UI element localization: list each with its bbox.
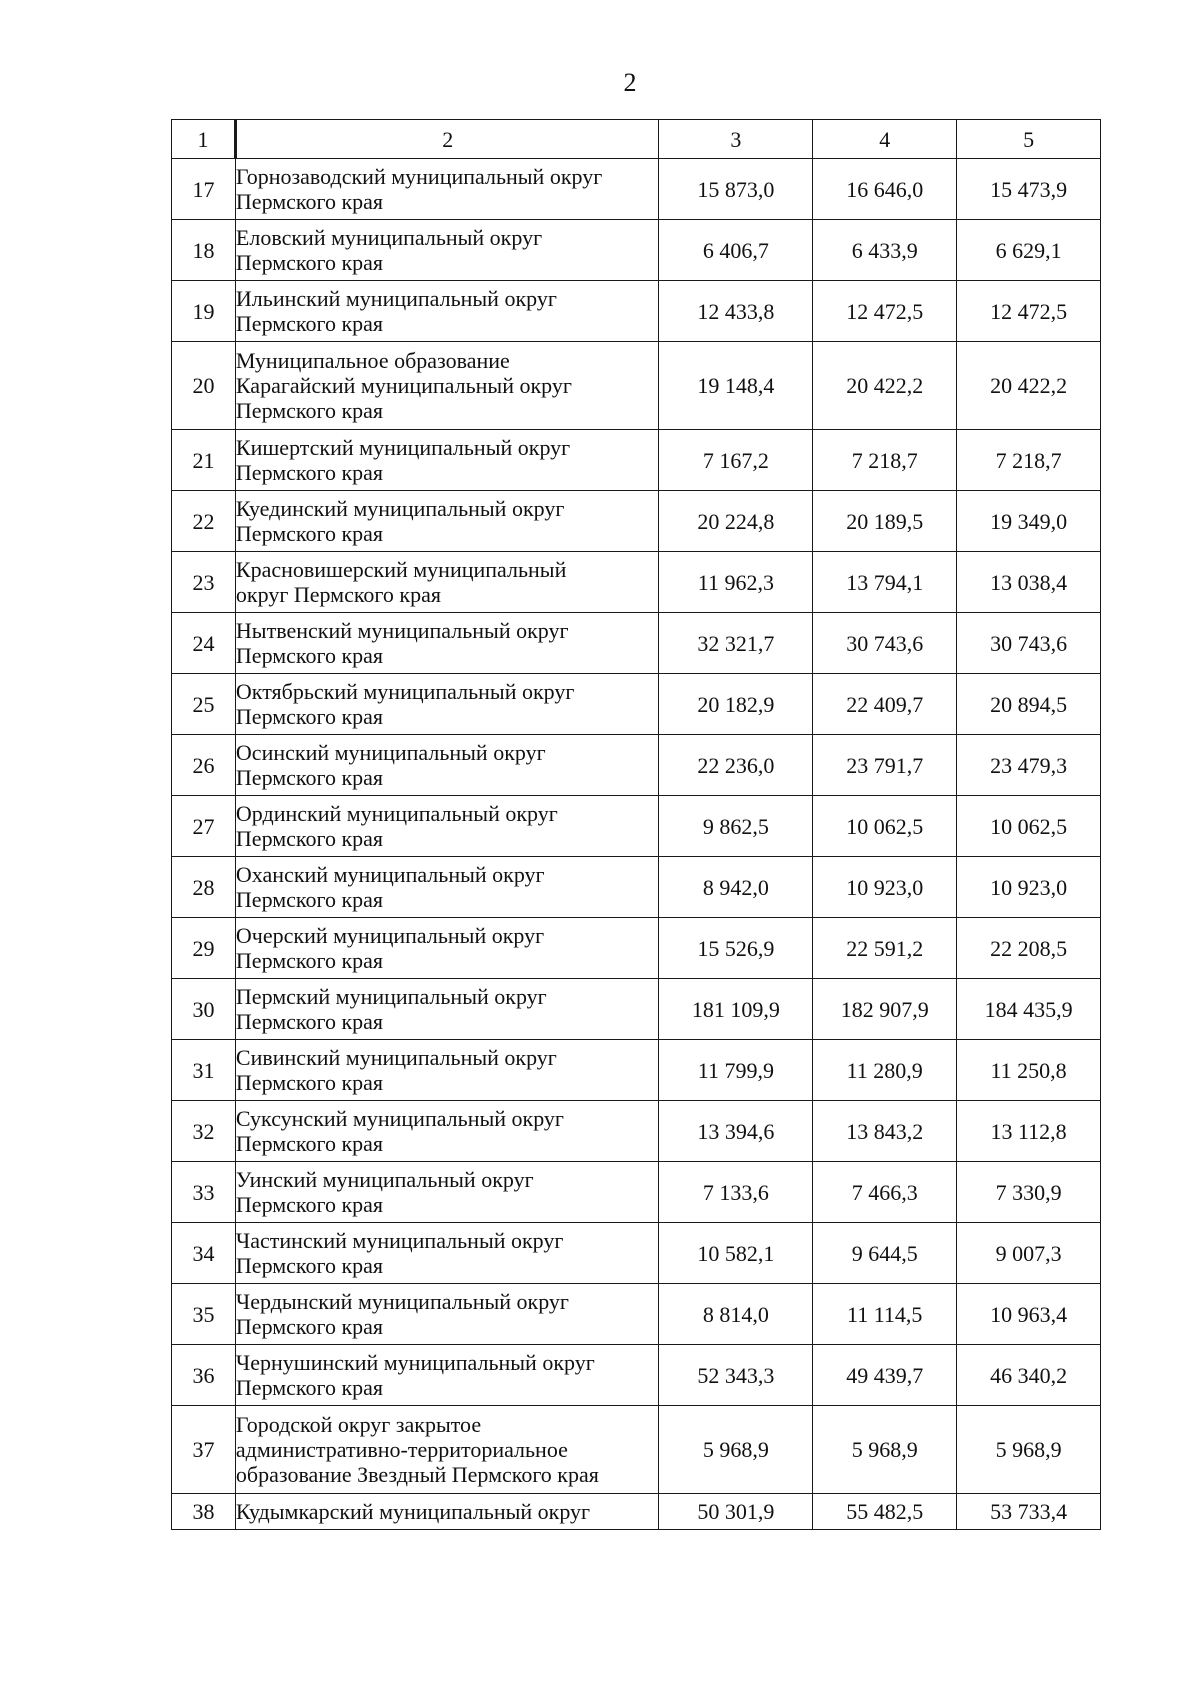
value-column-5: 10 923,0 — [957, 857, 1101, 918]
value-column-4: 9 644,5 — [813, 1223, 957, 1284]
table-row — [172, 613, 1101, 674]
value-column-3: 8 814,0 — [659, 1284, 813, 1345]
value-column-5: 11 250,8 — [957, 1040, 1101, 1101]
municipality-name-line: Чернушинский муниципальный округ — [235, 1350, 595, 1375]
table-header-row — [172, 120, 1101, 159]
row-number: 22 — [172, 491, 236, 552]
municipality-name-line: Пермского края — [235, 948, 384, 973]
municipality-name-line: Пермского края — [235, 1070, 384, 1095]
municipality-name-line: Кудымкарский муниципальный округ — [235, 1499, 591, 1524]
row-number: 23 — [172, 552, 236, 613]
municipality-name-line: Пермского края — [235, 1131, 384, 1156]
table-row — [172, 979, 1101, 1040]
value-column-5: 20 422,2 — [957, 342, 1101, 430]
municipality-name-line: Пермского края — [235, 398, 384, 423]
value-column-3: 8 942,0 — [659, 857, 813, 918]
value-column-5: 7 218,7 — [957, 430, 1101, 491]
value-column-4: 10 923,0 — [813, 857, 957, 918]
municipality-name — [235, 1494, 659, 1530]
municipality-name-line: Городской округ закрытое — [235, 1412, 482, 1437]
municipality-name-line: Пермского края — [235, 1192, 384, 1217]
row-number: 28 — [172, 857, 236, 918]
value-column-3: 32 321,7 — [659, 613, 813, 674]
municipality-name — [235, 1406, 659, 1494]
value-column-5: 9 007,3 — [957, 1223, 1101, 1284]
municipality-name-line: Пермского края — [235, 1375, 384, 1400]
municipality-name-line: Октябрьский муниципальный округ — [235, 679, 575, 704]
municipality-name — [235, 1162, 659, 1223]
municipality-name-line: Сивинский муниципальный округ — [235, 1045, 557, 1070]
value-column-5: 20 894,5 — [957, 674, 1101, 735]
column-header-2: 2 — [235, 120, 659, 159]
municipality-name — [235, 1223, 659, 1284]
table-row — [172, 735, 1101, 796]
value-column-5: 10 963,4 — [957, 1284, 1101, 1345]
value-column-3: 22 236,0 — [659, 735, 813, 796]
municipality-name — [235, 857, 659, 918]
value-column-5: 7 330,9 — [957, 1162, 1101, 1223]
value-column-3: 15 526,9 — [659, 918, 813, 979]
municipality-name — [235, 918, 659, 979]
table-row — [172, 796, 1101, 857]
municipality-name — [235, 674, 659, 735]
value-column-5: 13 112,8 — [957, 1101, 1101, 1162]
value-column-4: 22 591,2 — [813, 918, 957, 979]
table-row — [172, 220, 1101, 281]
value-column-5: 30 743,6 — [957, 613, 1101, 674]
table-row — [172, 491, 1101, 552]
value-column-5: 12 472,5 — [957, 281, 1101, 342]
municipality-name-line: Куединский муниципальный округ — [235, 496, 565, 521]
municipality-name-line: Еловский муниципальный округ — [235, 225, 543, 250]
value-column-4: 22 409,7 — [813, 674, 957, 735]
value-column-4: 13 794,1 — [813, 552, 957, 613]
value-column-4: 10 062,5 — [813, 796, 957, 857]
municipality-name-line: Пермского края — [235, 250, 384, 275]
value-column-3: 15 873,0 — [659, 159, 813, 220]
municipality-name — [235, 159, 659, 220]
value-column-4: 23 791,7 — [813, 735, 957, 796]
municipality-name — [235, 1284, 659, 1345]
municipality-name — [235, 552, 659, 613]
row-number: 34 — [172, 1223, 236, 1284]
municipality-name-line: Кишертский муниципальный округ — [235, 435, 571, 460]
value-column-3: 11 962,3 — [659, 552, 813, 613]
column-header-1: 1 — [172, 120, 236, 159]
value-column-4: 182 907,9 — [813, 979, 957, 1040]
municipality-name — [235, 1345, 659, 1406]
municipality-name-line: Ординский муниципальный округ — [235, 801, 558, 826]
municipality-name-line: Осинский муниципальный округ — [235, 740, 546, 765]
value-column-4: 13 843,2 — [813, 1101, 957, 1162]
table-row — [172, 1406, 1101, 1494]
value-column-3: 12 433,8 — [659, 281, 813, 342]
value-column-5: 13 038,4 — [957, 552, 1101, 613]
row-number: 21 — [172, 430, 236, 491]
municipality-name — [235, 491, 659, 552]
table-row — [172, 281, 1101, 342]
value-column-5: 53 733,4 — [957, 1494, 1101, 1530]
municipality-name-line: образование Звездный Пермского края — [235, 1462, 599, 1487]
municipality-name-line: Пермский муниципальный округ — [235, 984, 547, 1009]
table-row — [172, 1101, 1101, 1162]
municipality-name-line: Пермского края — [235, 311, 384, 336]
value-column-5: 19 349,0 — [957, 491, 1101, 552]
column-header-3: 3 — [659, 120, 813, 159]
value-column-3: 9 862,5 — [659, 796, 813, 857]
value-column-4: 12 472,5 — [813, 281, 957, 342]
municipality-name — [235, 979, 659, 1040]
municipality-name-line: Очерский муниципальный округ — [235, 923, 545, 948]
row-number: 27 — [172, 796, 236, 857]
table-row — [172, 159, 1101, 220]
municipality-name — [235, 735, 659, 796]
value-column-4: 7 466,3 — [813, 1162, 957, 1223]
value-column-3: 6 406,7 — [659, 220, 813, 281]
municipality-name-line: Пермского края — [235, 643, 384, 668]
municipality-name — [235, 796, 659, 857]
value-column-4: 7 218,7 — [813, 430, 957, 491]
municipality-name-line: Пермского края — [235, 887, 384, 912]
value-column-3: 5 968,9 — [659, 1406, 813, 1494]
value-column-3: 19 148,4 — [659, 342, 813, 430]
value-column-3: 7 133,6 — [659, 1162, 813, 1223]
municipality-name-line: Пермского края — [235, 704, 384, 729]
row-number: 29 — [172, 918, 236, 979]
row-number: 32 — [172, 1101, 236, 1162]
table-row — [172, 1494, 1101, 1530]
municipality-name — [235, 220, 659, 281]
table-row — [172, 342, 1101, 430]
value-column-5: 15 473,9 — [957, 159, 1101, 220]
value-column-5: 6 629,1 — [957, 220, 1101, 281]
value-column-5: 46 340,2 — [957, 1345, 1101, 1406]
table-row — [172, 1040, 1101, 1101]
table-row — [172, 1223, 1101, 1284]
value-column-3: 20 224,8 — [659, 491, 813, 552]
municipality-name-line: Пермского края — [235, 1253, 384, 1278]
municipality-name-line: Муниципальное образование — [235, 348, 510, 373]
value-column-5: 10 062,5 — [957, 796, 1101, 857]
value-column-3: 50 301,9 — [659, 1494, 813, 1530]
municipality-name-line: Пермского края — [235, 460, 384, 485]
row-number: 33 — [172, 1162, 236, 1223]
value-column-4: 55 482,5 — [813, 1494, 957, 1530]
value-column-5: 184 435,9 — [957, 979, 1101, 1040]
municipality-name-line: Чердынский муниципальный округ — [235, 1289, 569, 1314]
value-column-4: 20 422,2 — [813, 342, 957, 430]
municipality-name — [235, 342, 659, 430]
municipality-name-line: Пермского края — [235, 521, 384, 546]
value-column-5: 5 968,9 — [957, 1406, 1101, 1494]
municipality-name — [235, 1101, 659, 1162]
municipality-name-line: Красновишерский муниципальный — [235, 557, 567, 582]
municipality-name-line: Горнозаводский муниципальный округ — [235, 164, 603, 189]
value-column-4: 49 439,7 — [813, 1345, 957, 1406]
row-number: 38 — [172, 1494, 236, 1530]
table-row — [172, 1345, 1101, 1406]
municipality-name-line: административно-территориальное — [235, 1437, 568, 1462]
value-column-3: 11 799,9 — [659, 1040, 813, 1101]
value-column-3: 13 394,6 — [659, 1101, 813, 1162]
table-row — [172, 918, 1101, 979]
value-column-4: 16 646,0 — [813, 159, 957, 220]
column-header-5: 5 — [957, 120, 1101, 159]
municipality-name — [235, 281, 659, 342]
row-number: 31 — [172, 1040, 236, 1101]
row-number: 26 — [172, 735, 236, 796]
municipality-name-line: Ильинский муниципальный округ — [235, 286, 557, 311]
municipality-name-line: Карагайский муниципальный округ — [235, 373, 572, 398]
municipality-name — [235, 613, 659, 674]
row-number: 19 — [172, 281, 236, 342]
row-number: 24 — [172, 613, 236, 674]
municipality-name-line: Уинский муниципальный округ — [235, 1167, 534, 1192]
value-column-5: 22 208,5 — [957, 918, 1101, 979]
value-column-3: 52 343,3 — [659, 1345, 813, 1406]
value-column-3: 181 109,9 — [659, 979, 813, 1040]
municipality-name — [235, 1040, 659, 1101]
row-number: 20 — [172, 342, 236, 430]
municipality-name-line: Пермского края — [235, 826, 384, 851]
municipality-name-line: Частинский муниципальный округ — [235, 1228, 564, 1253]
page-number: 2 — [623, 68, 637, 97]
row-number: 30 — [172, 979, 236, 1040]
table-row — [172, 857, 1101, 918]
table-row — [172, 1284, 1101, 1345]
data-table — [171, 119, 1101, 1530]
table-row — [172, 674, 1101, 735]
municipality-name-line: Пермского края — [235, 189, 384, 214]
row-number: 37 — [172, 1406, 236, 1494]
row-number: 18 — [172, 220, 236, 281]
value-column-5: 23 479,3 — [957, 735, 1101, 796]
municipality-name-line: Пермского края — [235, 1009, 384, 1034]
value-column-3: 7 167,2 — [659, 430, 813, 491]
value-column-4: 6 433,9 — [813, 220, 957, 281]
table-row — [172, 1162, 1101, 1223]
row-number: 35 — [172, 1284, 236, 1345]
row-number: 17 — [172, 159, 236, 220]
row-number: 25 — [172, 674, 236, 735]
row-number: 36 — [172, 1345, 236, 1406]
table-row — [172, 430, 1101, 491]
municipality-name-line: округ Пермского края — [235, 582, 441, 607]
value-column-4: 11 114,5 — [813, 1284, 957, 1345]
municipality-name-line: Суксунский муниципальный округ — [235, 1106, 564, 1131]
value-column-4: 20 189,5 — [813, 491, 957, 552]
municipality-name-line: Оханский муниципальный округ — [235, 862, 545, 887]
column-header-4: 4 — [813, 120, 957, 159]
value-column-4: 11 280,9 — [813, 1040, 957, 1101]
municipality-name-line: Пермского края — [235, 765, 384, 790]
value-column-4: 5 968,9 — [813, 1406, 957, 1494]
value-column-4: 30 743,6 — [813, 613, 957, 674]
table-row — [172, 552, 1101, 613]
value-column-3: 10 582,1 — [659, 1223, 813, 1284]
value-column-3: 20 182,9 — [659, 674, 813, 735]
municipality-name-line: Нытвенский муниципальный округ — [235, 618, 569, 643]
municipality-name-line: Пермского края — [235, 1314, 384, 1339]
municipality-name — [235, 430, 659, 491]
